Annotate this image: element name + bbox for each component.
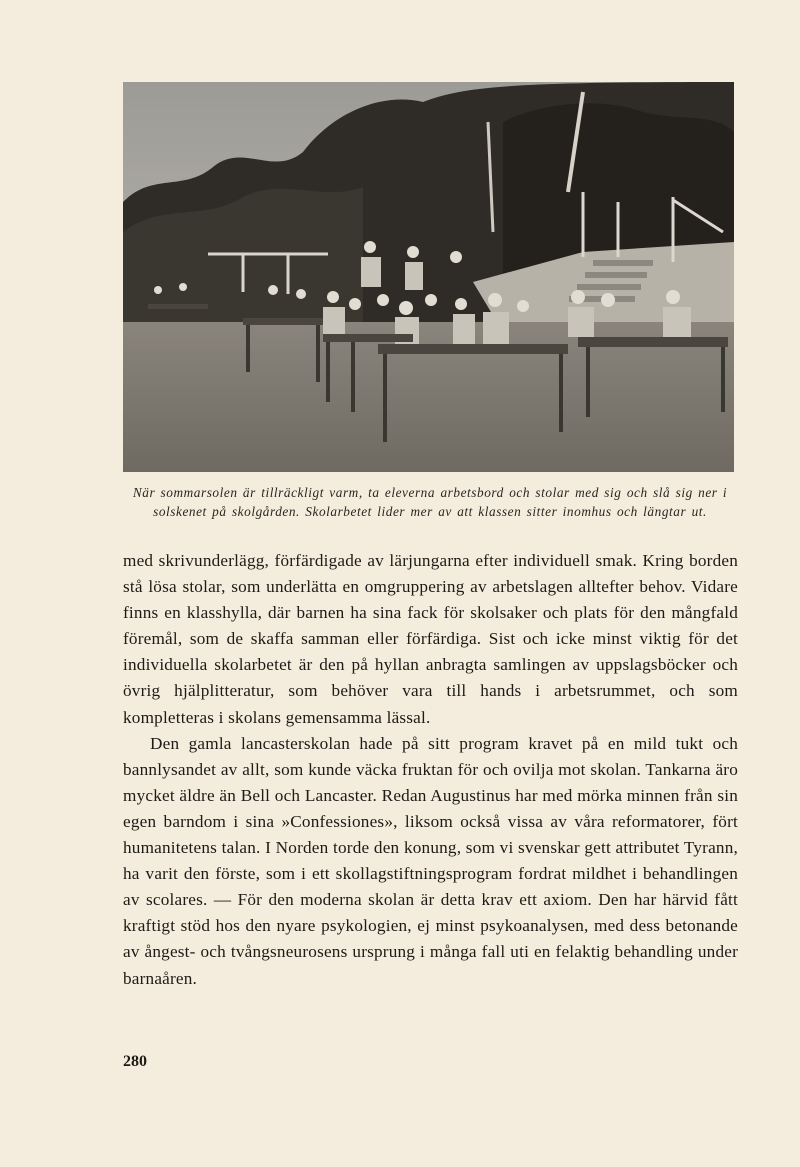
photo-caption: När sommarsolen är tillräckligt varm, ta eleverna arbetsbord och stolar med sig och slå sig ner i solskenet på skolgården. Skolarbetet lider mer av att klassen sitter inomhus och längtar ut.	[132, 485, 728, 519]
photo-illustration	[123, 82, 734, 472]
paragraph-1: med skrivunderlägg, förfärdigade av lärjungarna efter individuell smak. Kring borden stå lösa stolar, som underlätta en omgruppering av arbetslagen alltefter behov. Vidare finns en klasshylla, där barnen ha sina fack för skolsaker och plats för den mångfald föremål, som de skaffa samman eller förfärdiga. Sist och icke minst viktig för det individuella skolarbetet är den på hyllan anbragta samlingen av uppslagsböcker och övrig hjälplitteratur, som behöver vara till hands i arbetsrummet, och som kompletteras i skolans gemensamma lässal.	[123, 551, 738, 727]
body-text	[123, 548, 738, 992]
paragraph-2: Den gamla lancasterskolan hade på sitt program kravet på en mild tukt och bannlysandet av allt, som kunde väcka fruktan för och ovilja mot skolan. Tankarna äro mycket äldre än Bell och Lancaster. Redan Augustinus har med mörka minnen från sin egen barndom i sina »Confessiones», liksom också vissa av våra reformatorer, fört humanitetens talan. I Norden torde den konung, som vi svenskar gett attributet Tyrann, ha varit den förste, som i ett skollagstiftningsprogram fordrat mildhet i behandlingen av scolares. — För den moderna skolan är detta krav ett axiom. Den har härvid fått kraftigt stöd hos den nyare psykologien, ej minst psykoanalysen, med dess betonande av ångest- och tvångsneurosens ursprung i många fall uti en felaktig behandling under barnaåren.	[123, 733, 738, 988]
page-number: 280	[123, 1053, 147, 1070]
outdoor-classroom-photo	[123, 82, 734, 472]
